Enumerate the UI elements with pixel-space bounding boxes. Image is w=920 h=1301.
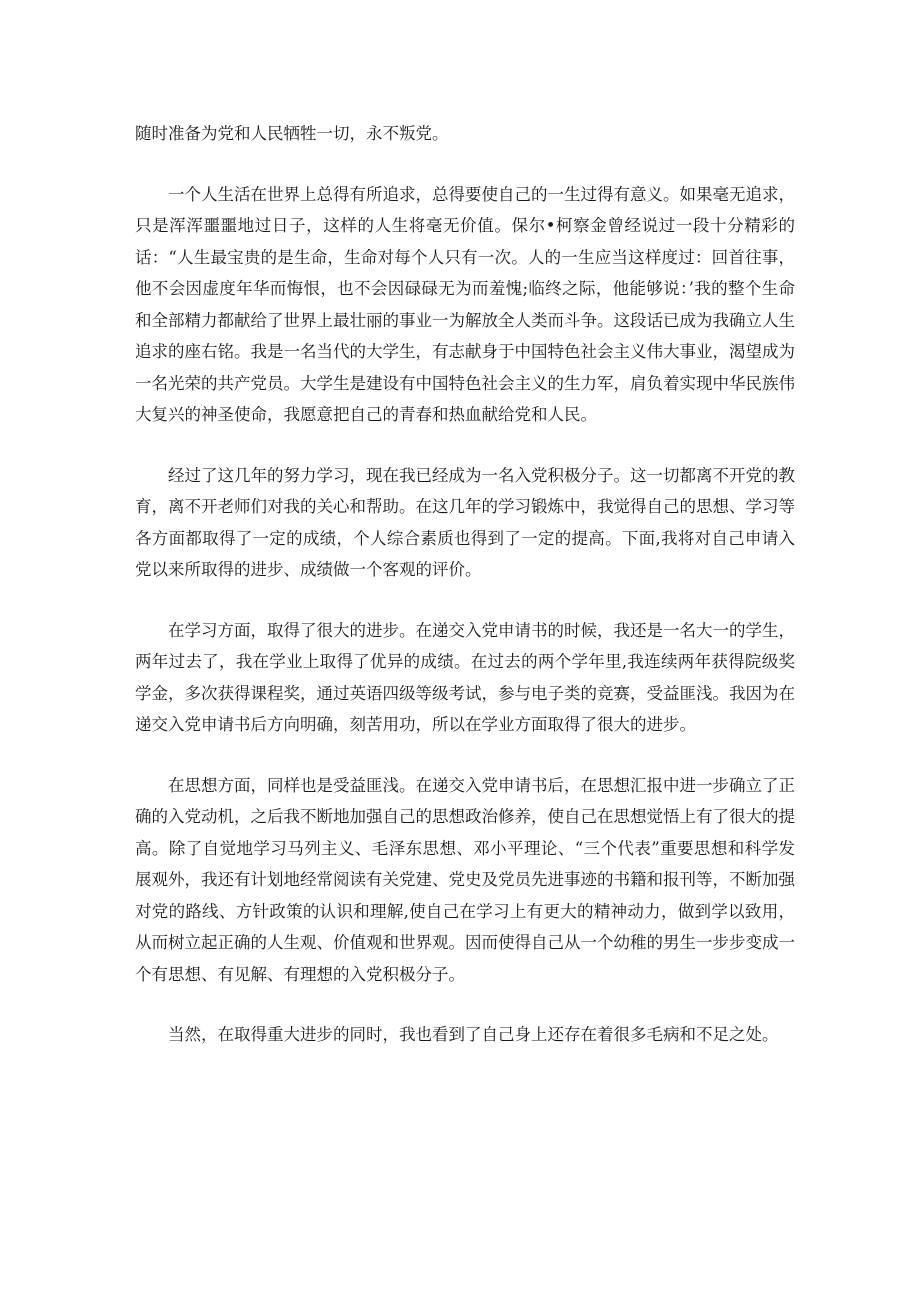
paragraph-4: 在学习方面，取得了很大的进步。在递交入党申请书的时候，我还是一名大一的学生，两年过去了，我在学业上取得了优异的成绩。在过去的两个学年里,我连续两年获得院级奖学金，多次获得课程奖，通过英语四级等级考试，参与电子类的竞赛，受益匪浅。我因为在递交入党申请书后方向明确，刻苦用功，所以在学业方面取得了很大的进步。 (135, 620, 795, 734)
paragraph-1: 随时准备为党和人民牺牲一切，永不叛党。 (135, 124, 449, 143)
paragraph-3: 经过了这几年的努力学习，现在我已经成为一名入党积极分子。这一切都离不开党的教育，离不开老师们对我的关心和帮助。在这几年的学习锻炼中，我觉得自己的思想、学习等各方面都取得了一定的成绩，个人综合素质也得到了一定的提高。下面,我将对自己申请入党以来所取得的进步、成绩做一个客观的评价。 (135, 465, 795, 579)
paragraph-2: 一个人生活在世界上总得有所追求，总得要使自己的一生过得有意义。如果毫无追求，只是浑浑噩噩地过日子，这样的人生将毫无价值。保尔•柯察金曾经说过一段十分精彩的话：“人生最宝贵的是生命，生命对每个人只有一次。人的一生应当这样度过：回首往事，他不会因虚度年华而悔恨，也不会因碌碌无为而羞愧;临终之际，他能够说：’我的整个生命和全部精力都献给了世界上最壮丽的事业一为解放全人类而斗争。这段话已成为我确立人生追求的座右铭。我是一名当代的大学生，有志献身于中国特色社会主义伟大事业，渴望成为一名光荣的共产党员。大学生是建设有中国特色社会主义的生力军，肩负着实现中华民族伟大复兴的神圣使命，我愿意把自己的青春和热血献给党和人民。 (135, 184, 795, 424)
document-body (135, 118, 795, 1051)
paragraph-6: 当然，在取得重大进步的同时，我也看到了自己身上还存在着很多毛病和不足之处。 (168, 1025, 779, 1044)
paragraph-5: 在思想方面，同样也是受益匪浅。在递交入党申请书后，在思想汇报中进一步确立了正确的入党动机，之后我不断地加强自己的思想政治修养，使自己在思想觉悟上有了很大的提高。除了自觉地学习马列主义、毛泽东思想、邓小平理论、“三个代表”重要思想和科学发展观外，我还有计划地经常阅读有关党建、党史及党员先进事迹的书籍和报刊等，不断加强对党的路线、方针政策的认识和理解,使自己在学习上有更大的精神动力，做到学以致用，从而树立起正确的人生观、价值观和世界观。因而使得自己从一个幼稚的男生一步步变成一个有思想、有见解、有理想的入党积极分子。 (135, 775, 795, 984)
